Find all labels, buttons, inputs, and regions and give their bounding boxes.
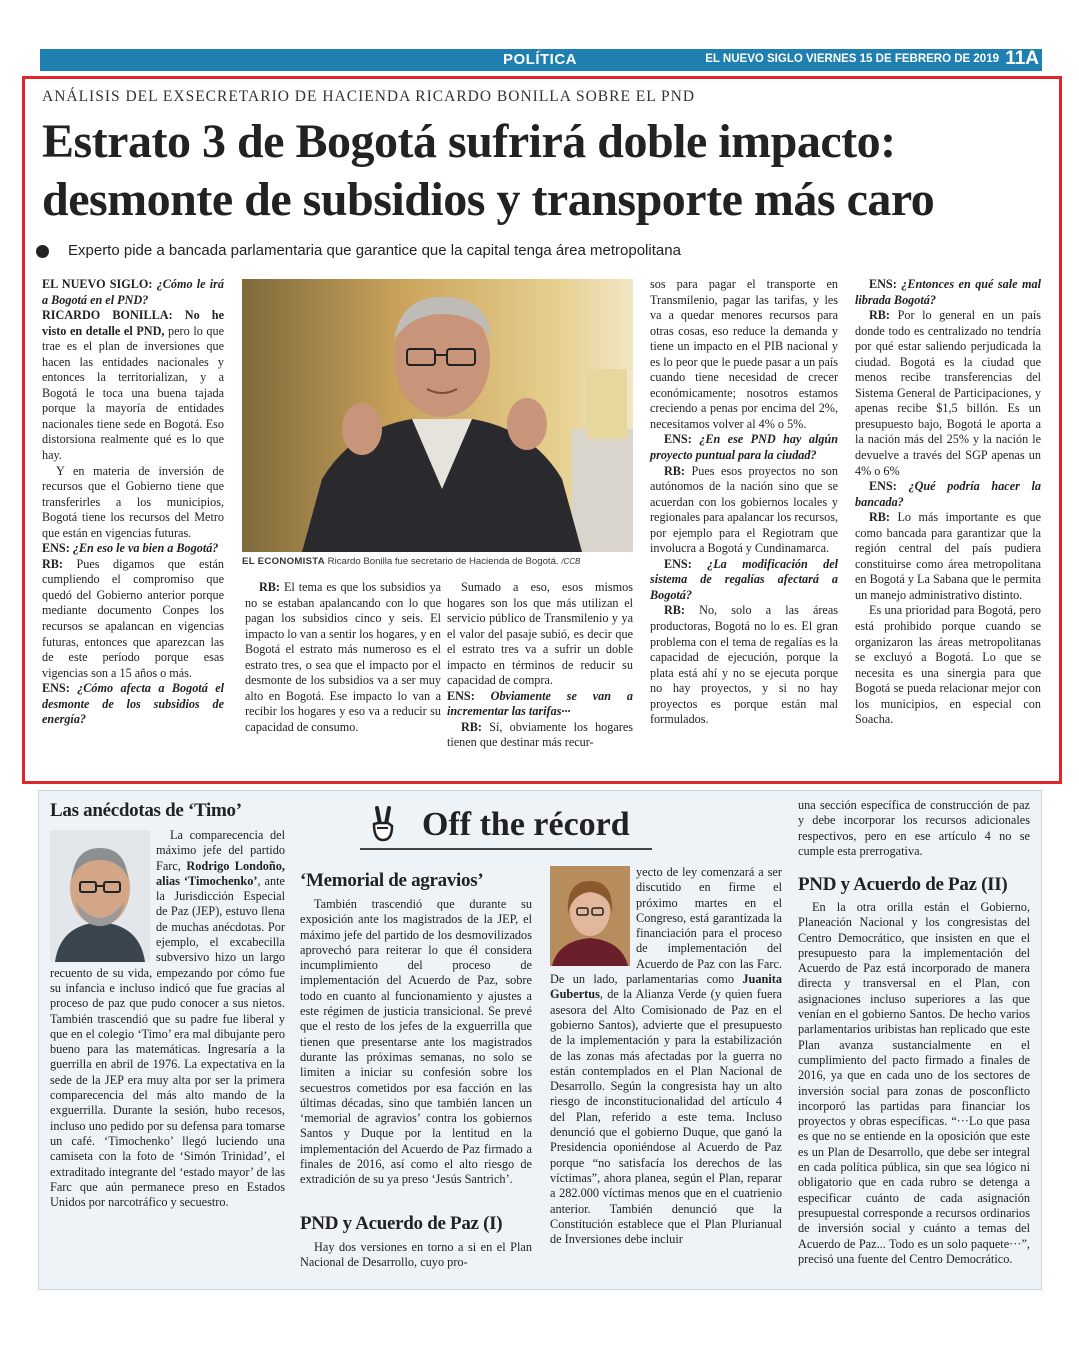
paragraph: sos para pagar el transporte en Transmilenio, pagar las tarifas, y les va a quedar menores recursos para otras cosas, eso reduce la demanda y tiene un impacto en el PIB nacional y es lo peor que le puede pasar a un país cuando tiene necesidad de crecer económicamente; nosotros estamos creciendo a penas por encima del 2%, necesitamos volver al 4% o 5%. [650, 277, 838, 431]
pnd1-title: PND y Acuerdo de Paz (I) [300, 1213, 503, 1234]
answer-lead: No he visto en detalle el PND, [42, 308, 224, 338]
question: ¿Cómo afecta a Bogotá el desmonte de los subsidios de energía? [42, 681, 224, 727]
interviewee-label: RB: [259, 580, 280, 594]
agravios-title: ‘Memorial de agravios’ [300, 870, 484, 891]
juanita-name: Juanita Gubertus [550, 972, 782, 1002]
question: ¿En ese PND hay algún proyecto puntual para la ciudad? [650, 432, 838, 463]
pnd2-paragraph: En la otra orilla están el Gobierno, Planeación Nacional y los congresistas del Centro Democrático, que insisten en que el presupuesto para la implementación del Acuerdo de Paz está incorporado de manera directa y transversal en el Plan, con asignaciones incluso superiores a las que venían en el gobierno Santos. De hecho varios parlamentarios uribistas han replicado que este Plan avanza sustancialmente en el cumplimiento del pacto firmado a finales de 2016, ya que en cada uno de los sectores de inversión social para zonas de posconflicto incorporó las partidas para financiar los proyectos y obras específicas. “···Lo que pasa es que no se entiende en la oposición que este es un Plan de Desarrollo, que debe ser integral en cada política pública, sin que sea lógico ni obligatorio que en cada rubro se detenga a especificar cuánto de cada asignación presupuestal corresponde a recursos ordinarios de inversión social y cuánto a temas del Acuerdo de Paz... Todo es un solo paquete···”, precisó una fuente del Centro Democrático. [798, 900, 1030, 1266]
caption-source: EL ECONOMISTA [242, 556, 325, 567]
caption-text: Ricardo Bonilla fue secretario de Hacienda de Bogotá. [327, 556, 559, 567]
paragraph: Es una prioridad para Bogotá, pero está prohibido porque cuando se organizaron las áreas metropolitanas se excluyó a Bogotá. Lo que se necesita es una sinergia para que Bogotá se pueda relacionar mejor con los municipios, en especial con Soacha. [855, 603, 1041, 727]
interviewer-label: ENS: [42, 681, 70, 696]
interviewer-label: ENS: [869, 277, 897, 291]
question: ¿La modificación del sistema de regalías afectará a Bogotá? [650, 556, 838, 602]
answer-text: Pues digamos que están cumpliendo el compromiso que quedó del Gobierno anterior porque mediante documento Conpes los recursos se apalancan en vigencias futuras, entonces que aparezcan las de este período porque esas vigencias son a 15 años o más. [42, 556, 225, 680]
headline-line-2: desmonte de subsidios y transporte más caro [42, 173, 935, 226]
timo-name: Rodrigo Londoño, alias ‘Timochenko’ [156, 858, 285, 888]
photo-caption [242, 556, 642, 567]
answer-text: pero lo que trae es el plan de inversiones que hacen las entidades nacionales y entonces la territorializan, y a Bogotá le toca una buena tajada porque la mayoría de entidades nacionales tiene sede en Bogotá. Eso distorsiona realmente qué es lo que hay. [42, 323, 225, 463]
article-column-1 [42, 277, 224, 728]
interviewer-label: ENS: [42, 541, 70, 556]
interviewee-label: RB: [869, 510, 890, 525]
article-subhead: Experto pide a bancada parlamentaria que garantice que la capital tenga área metropolitana [68, 242, 681, 259]
pnd1-text-b [550, 865, 782, 1247]
answer-text: El tema es que los subsidios ya no se estaban apalancando con lo que pagan los subsidios cinco y seis. El impacto lo van a sentir los hogares, y en Bogotá el estrato más numeroso es el estrato tres, o sea que el impacto por el desmonte de los subsidios va a ser muy alto en Bogotá. Ese impacto lo van a recibir los hogares y eso va a reducir su capacidad de consumo. [245, 580, 441, 734]
article-column-5 [855, 277, 1041, 728]
answer-text: Lo más importante es que como bancada para garantizar que la región central del país pudiera constituirse como área metropolitana en Bogotá y La Sabana que le permita un manejo administrativo distinto. [855, 510, 1042, 602]
speaker-portrait-icon [242, 279, 633, 552]
answer-text: Pues esos proyectos no son autónomos de la nación sino que se acuerdan con los gobiernos locales y regionales para apalancar los recursos, por ejemplo para el Regiotram que involucra a Bogotá y Cundinamarca. [650, 463, 838, 556]
article-photo [242, 279, 633, 552]
pnd1-text-d [798, 798, 1030, 859]
interviewee-label: RB: [664, 463, 685, 478]
pnd1-paragraph-b: yecto de ley comenzará a ser discutido en firme el próximo martes en el Congreso, está garantizada la financiación para el proceso de implementación del Acuerdo de Paz con las Farc. De un lado, parlamentarias como [550, 865, 782, 987]
article-column-4 [650, 277, 838, 728]
question: ¿En eso le va bien a Bogotá? [72, 541, 219, 556]
question: ¿Qué podría hacer la bancada? [855, 479, 1042, 509]
question: ¿Cómo le irá a Bogotá en el PND? [42, 277, 224, 307]
article-headline [42, 113, 1052, 229]
article-kicker: ANÁLISIS DEL EXSECRETARIO DE HACIENDA RICARDO BONILLA SOBRE EL PND [42, 88, 696, 105]
timo-text [50, 828, 285, 1210]
timo-text-body: , ante la Jurisdicción Especial de Paz (JEP), estuvo llena de muchas anécdotas. Por ejemplo, el excabecilla subversivo hizo un largo recuento de su vida, empezando por cómo fue su infancia e incluso indicó que fue gracias al proceso de paz que pudo conocer a sus nietos. También trascendió que su padre fue liberal y que en el colegio ‘Timo’ era mal dibujante pero bueno para las matemáticas. Ingresaría a la guerrilla en abril de 1976. La expectativa en la sede de la JEP era muy alta por ser la primera comparecencia del más alto mando de la exguerrilla. Durante la sesión, hubo recesos, incluso uno pedido por su defensa para tomarse un café. ‘Timochenko’ llegó luciendo una camiseta con la foto de ‘Simón Trinidad’, el extraditado integrante del ‘estado mayor’ de las Farc que aún permanece preso en Estados Unidos por narcotráfico y secuestro. [50, 873, 285, 1210]
interviewer-label: ENS: [664, 432, 692, 447]
answer-text: Por lo general en un país donde todo es centralizado no tendría por qué estar saliendo perjudicada la ciudad. Bogotá es la ciudad que menos recibe transferencias del Sistema General de Participaciones, y apenas recibe $1,5 billón. Es un presupuesto bajo, Bogotá le aporta a la nación más del 25% y la nación le devuelve a través del SGP apenas un 4% o 6% [855, 308, 1042, 478]
victory-hand-icon [368, 806, 398, 842]
pnd1-paragraph-c: , de la Alianza Verde (y quien fuera asesora del Alto Comisionado de Paz en el gobierno Santos), advierte que el presupuesto de la implementación y para la estabilización de las zonas más afectadas por la guerra no están contemplados en el Plan Nacional de Desarrollo. Según la congresista hay un alto riesgo de inconstitucionalidad del artículo 4 del Plan, referido a este tema. Incluso denunció que el gobierno Duque, que ganó la Presidencia oponiéndose al Acuerdo de Paz porque “no satisfacía los derechos de las víctimas”, ahora planea, según el Plan, reparar a 282.000 víctimas menos que en el cuatrienio anterior. También denunció que la Constitución establece que el Plan Plurianual de Inversiones debe incluir [550, 987, 782, 1247]
interviewer-label: ENS: [447, 688, 475, 703]
pnd2-text [798, 900, 1030, 1267]
paragraph: Y en materia de inversión de recursos que el Gobierno tiene que transferirles a los municipios, Bogotá tiene los recursos del Metro que están en vigencias futuras. [42, 463, 224, 540]
article-column-3 [447, 580, 633, 751]
question: ¿Entonces en qué sale mal librada Bogotá? [855, 277, 1041, 307]
pnd1-paragraph-a: Hay dos versiones en torno a si en el Plan Nacional de Desarrollo, cuyo pro- [300, 1240, 532, 1270]
header-date: EL NUEVO SIGLO VIERNES 15 DE FEBRERO DE 2019 [705, 53, 999, 65]
caption-credit: /CCB [561, 557, 581, 566]
answer-text: No, solo a las áreas productoras, Bogotá no lo es. El gran problema con el tema de regalías es la capacidad de ejecución, porque la plata está ahí y no se ejecuta porque no hay proyectos, y si no hay proyectos es porque están mal formulados. [650, 603, 838, 727]
off-record-title: Off the récord [422, 806, 630, 843]
paragraph: Sumado a eso, esos mismos hogares son los que más utilizan el servicio público de Transmilenio y ya el valor del pasaje subió, es decir que el estrato tres va a sufrir un doble impacto en términos de reducir su capacidad de compra. [447, 580, 633, 688]
question: Obviamente se van a incrementar las tarifas··· [447, 688, 633, 719]
section-label: POLÍTICA [503, 51, 577, 68]
agravios-paragraph: También trascendió que durante su exposición ante los magistrados de la JEP, el máximo jefe del partido de los desmovilizados aprovechó para reiterar lo que él considera incumplimiento del proceso de implementación del Acuerdo de Paz, sobre todo en cuanto al funcionamiento y ajustes a este régimen de justicia transicional. Se prevé que el resto de los jefes de la exguerrilla que tienen que presentarse ante los magistrados durante las próximas semanas, no solo se limiten a iniciar su confesión sobre los secuestros cometidos por esa facción en las últimas décadas, sino que también lancen un ‘memorial de agravios’ contra los gobiernos Santos y Duque por la lentitud en la implementación del Acuerdo de Paz firmado a finales de 2016, así como el alto riesgo de extradición de su ya preso ‘Jesús Santrich’. [300, 897, 532, 1187]
bullet-icon [36, 245, 49, 258]
interviewee-label: RICARDO BONILLA: [42, 308, 173, 323]
timo-title: Las anécdotas de ‘Timo’ [50, 800, 242, 821]
interviewer-label: EL NUEVO SIGLO: [42, 277, 153, 291]
interviewee-label: RB: [664, 603, 685, 618]
article-column-2 [245, 580, 441, 735]
interviewee-label: RB: [461, 719, 482, 734]
agravios-text [300, 897, 532, 1188]
pnd2-title: PND y Acuerdo de Paz (II) [798, 874, 1008, 895]
interviewer-label: ENS: [664, 556, 692, 571]
interviewee-label: RB: [42, 556, 63, 571]
answer-text: Sí, obviamente los hogares tienen que destinar más recur- [447, 719, 633, 750]
pnd1-paragraph-d: una sección específica de construcción de paz y debe incorporar los recursos adicionales respectivos, pero en ese artículo 4 no se cumple esta prerrogativa. [798, 798, 1030, 858]
page-number: 11A [1005, 48, 1039, 69]
interviewee-label: RB: [869, 308, 890, 323]
pnd1-text-a [300, 1240, 532, 1271]
timo-text-intro: La comparecencia del máximo jefe del partido Farc, [156, 828, 285, 873]
interviewer-label: ENS: [869, 479, 897, 494]
headline-line-1: Estrato 3 de Bogotá sufrirá doble impacto: [42, 115, 896, 168]
